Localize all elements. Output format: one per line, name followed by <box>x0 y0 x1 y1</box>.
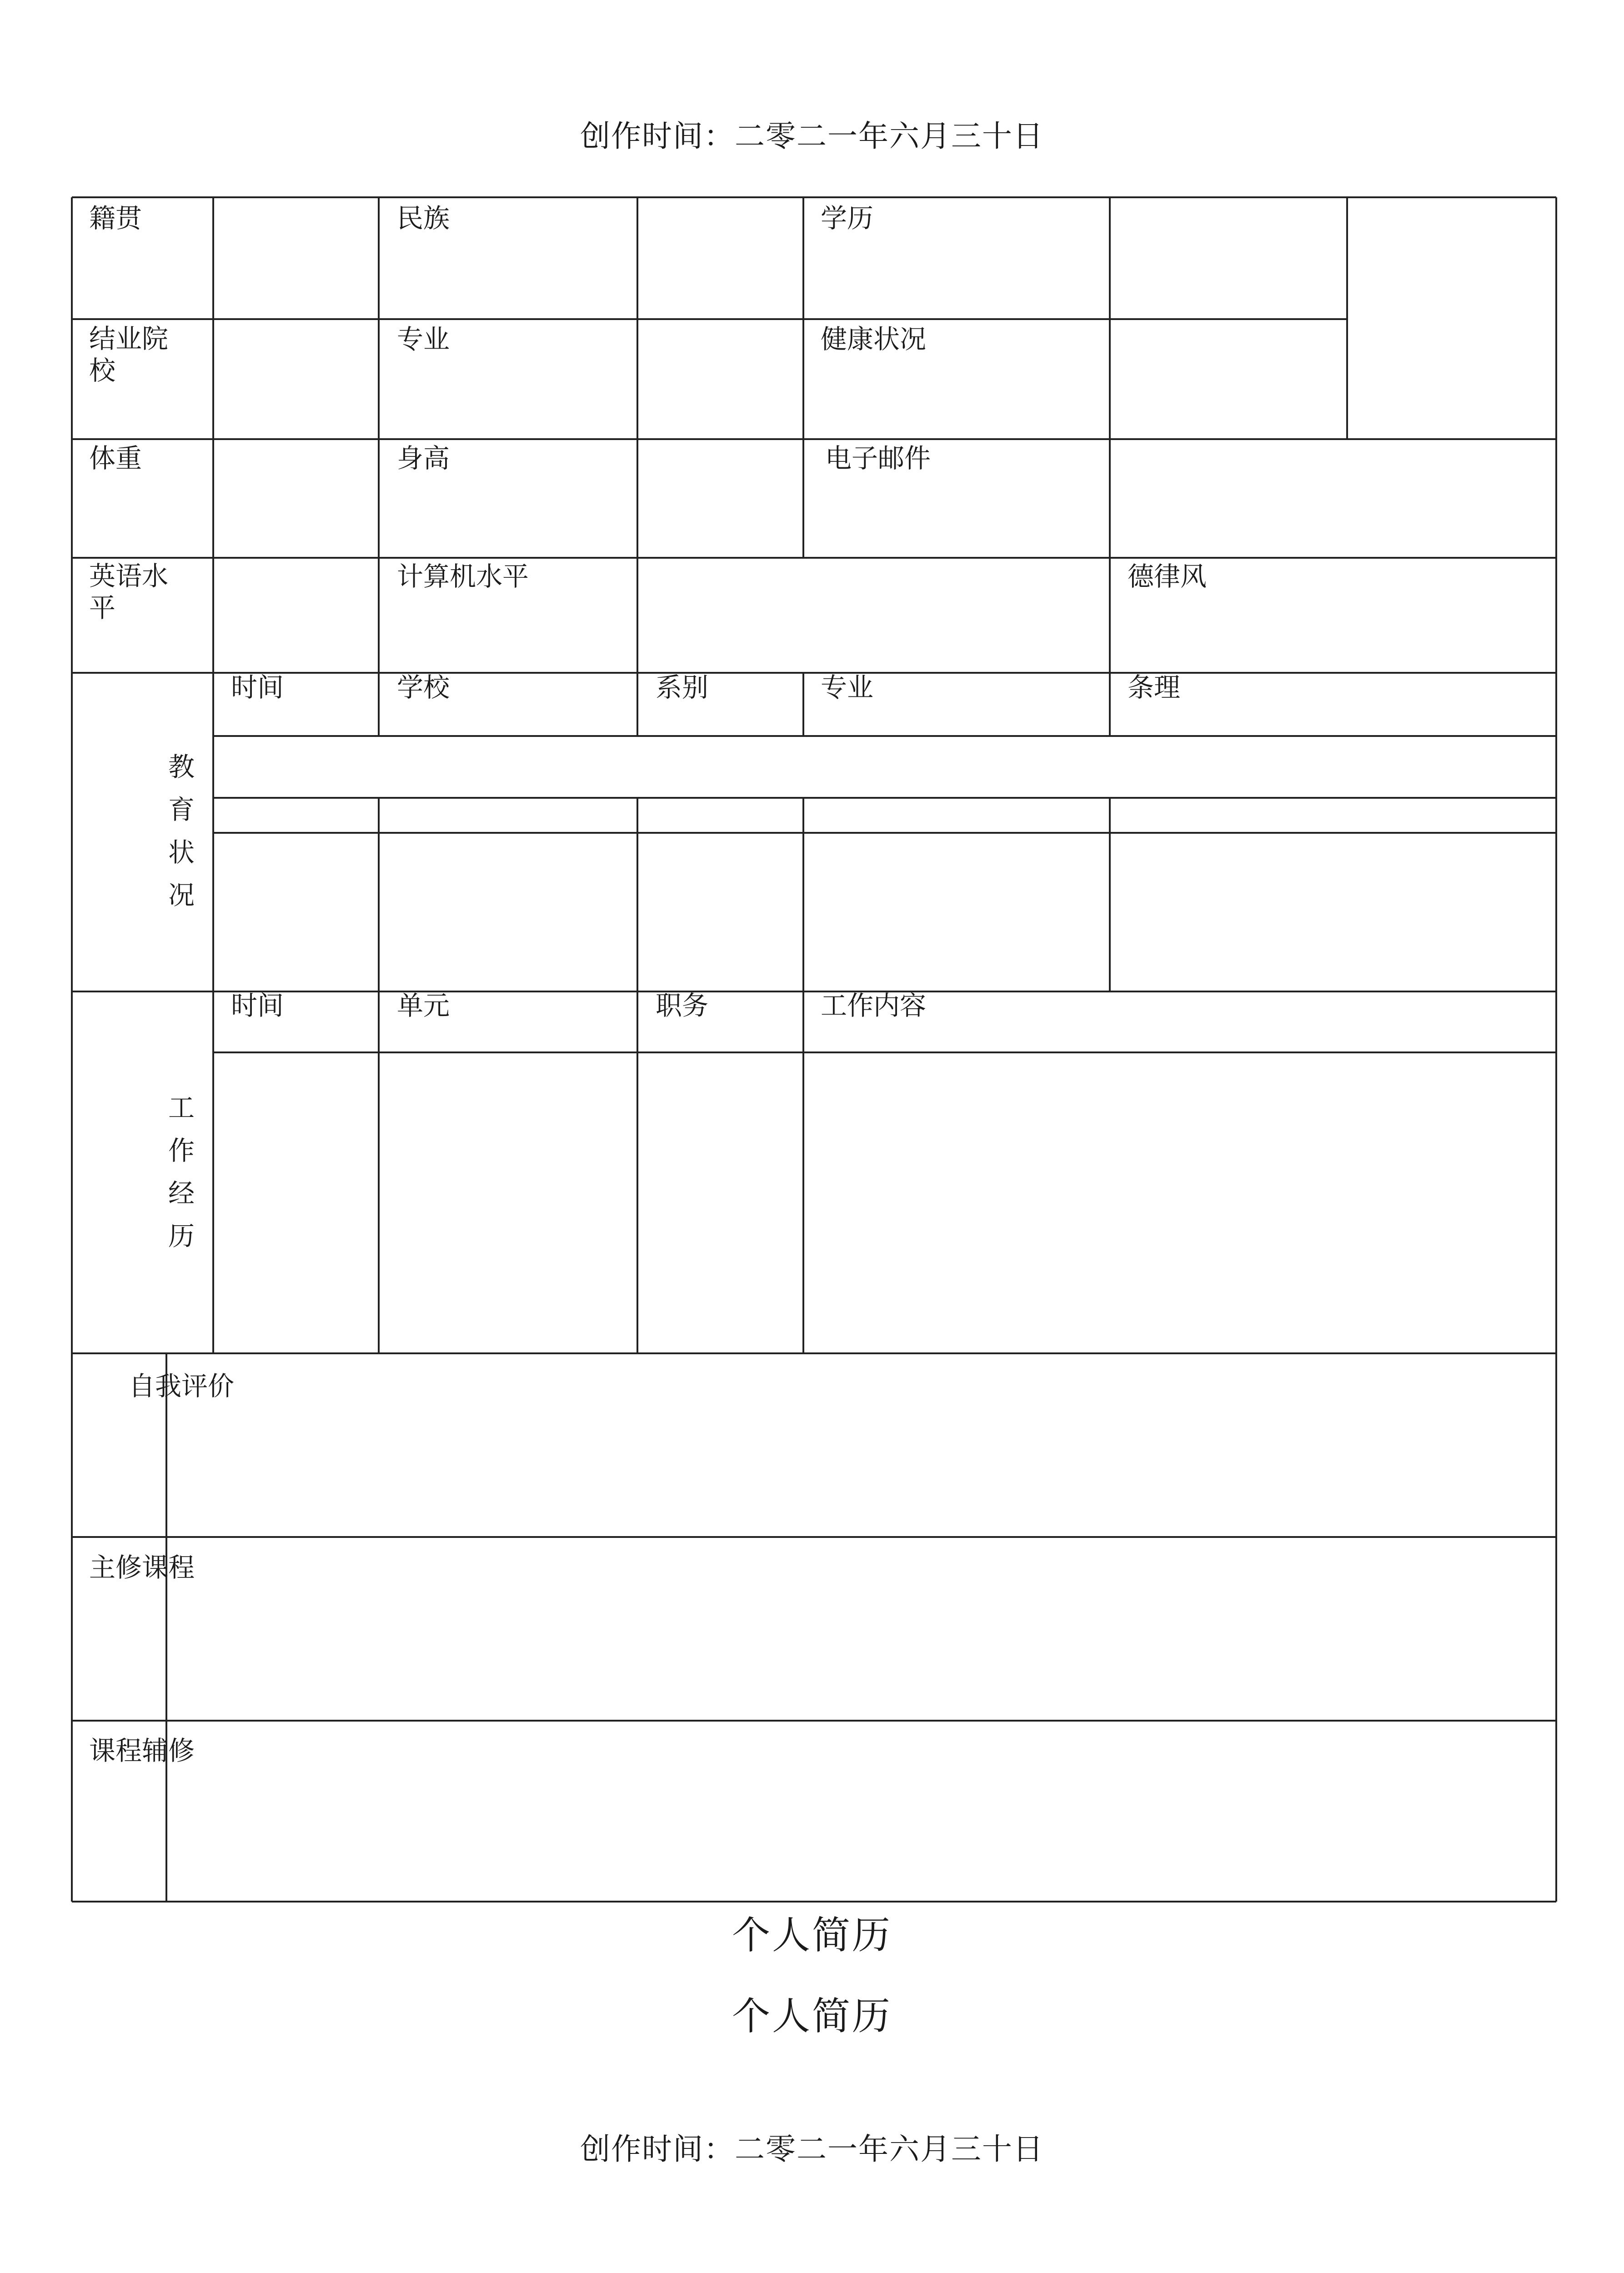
native-place-field[interactable] <box>215 199 377 317</box>
english-level-label: 英语水平 <box>89 561 169 623</box>
height-label: 身高 <box>397 443 450 474</box>
self-evaluation-label: 自我评价 <box>129 1371 235 1402</box>
email-label: 电子邮件 <box>825 443 931 474</box>
health-field[interactable] <box>1112 321 1345 437</box>
edu-col-level: 条理 <box>1128 672 1181 703</box>
ethnicity-label: 民族 <box>397 203 450 234</box>
conduct-label: 德律风 <box>1128 561 1207 592</box>
work-col-content: 工作内容 <box>821 990 927 1021</box>
computer-level-label: 计算机水平 <box>397 561 529 592</box>
creation-time-footer: 创作时间：二零二一年六月三十日 <box>580 2132 1044 2167</box>
work-row-position[interactable] <box>639 1054 802 1352</box>
english-level-field[interactable] <box>215 560 377 671</box>
edu-row-1[interactable] <box>215 738 1554 796</box>
education-section-label: 教育状况 <box>168 751 195 911</box>
work-row-content[interactable] <box>805 1054 1554 1352</box>
education-field[interactable] <box>1112 199 1345 317</box>
edu-row-2-major[interactable] <box>805 835 1108 990</box>
elective-courses-field[interactable] <box>168 1722 1554 1900</box>
education-label: 学历 <box>821 203 874 234</box>
height-field[interactable] <box>639 441 802 556</box>
email-field[interactable] <box>1112 441 1554 556</box>
edu-row-2-level[interactable] <box>1112 835 1554 990</box>
main-courses-field[interactable] <box>168 1539 1554 1719</box>
major-field[interactable] <box>639 321 802 437</box>
main-courses-label: 主修课程 <box>89 1552 195 1583</box>
photo-area[interactable] <box>1349 199 1554 437</box>
graduated-school-field[interactable] <box>215 321 377 437</box>
work-row-time[interactable] <box>215 1054 377 1352</box>
major-label: 专业 <box>397 324 450 355</box>
resume-title: 个人简历 <box>732 1913 892 1958</box>
edu-col-time: 时间 <box>231 672 284 703</box>
weight-label: 体重 <box>89 443 142 474</box>
work-col-position: 职务 <box>656 990 709 1021</box>
edu-row-2-school[interactable] <box>381 835 636 990</box>
graduated-school-label: 结业院校 <box>89 323 169 386</box>
computer-level-field[interactable] <box>639 560 1108 671</box>
edu-row-2-department[interactable] <box>639 835 802 990</box>
work-section-label: 工作经历 <box>168 1092 195 1252</box>
resume-title-repeat: 个人简历 <box>732 1994 892 2038</box>
work-col-unit: 单元 <box>397 990 450 1021</box>
edu-col-school: 学校 <box>397 672 450 703</box>
edu-row-2-time[interactable] <box>215 835 377 990</box>
weight-field[interactable] <box>215 441 377 556</box>
self-evaluation-field[interactable] <box>168 1355 1554 1535</box>
ethnicity-field[interactable] <box>639 199 802 317</box>
native-place-label: 籍贯 <box>89 203 142 234</box>
work-row-unit[interactable] <box>381 1054 636 1352</box>
creation-time-header: 创作时间：二零二一年六月三十日 <box>580 119 1044 154</box>
elective-courses-label: 课程辅修 <box>89 1735 195 1766</box>
health-label: 健康状况 <box>821 324 927 355</box>
edu-col-major: 专业 <box>821 672 874 703</box>
work-col-time: 时间 <box>231 990 284 1021</box>
edu-col-department: 系别 <box>656 672 709 703</box>
